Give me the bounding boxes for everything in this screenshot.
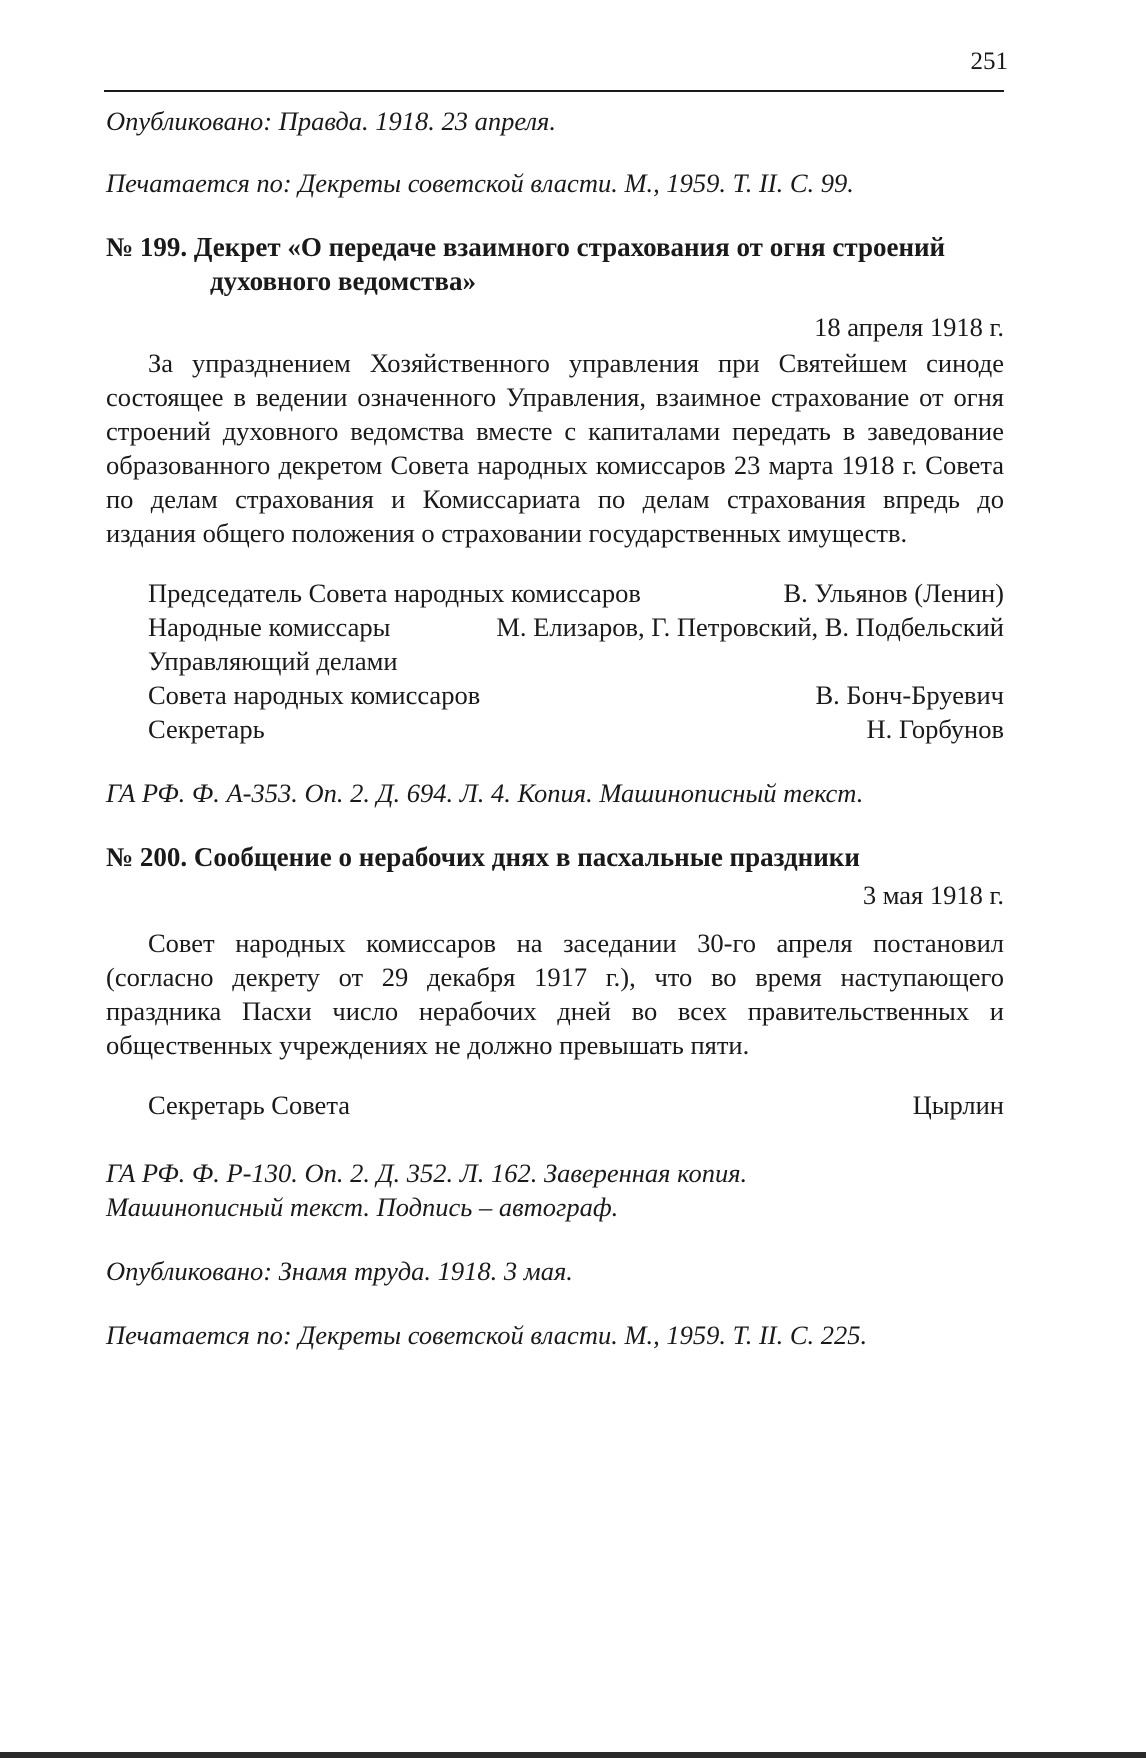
doc-199-body: За упразднением Хозяйственного управления при Святейшем синоде состоящее в ведении означенного Управления, взаимное страхование от огня строений духовного ведомства вместе с капиталами передать в заведование образованного декретом Совета народных комиссаров 23 марта 1918 г. Совета по делам страхования и Комиссариата по делам страхования впредь до издания общего положения о страховании государственных имуществ. xyxy=(106,348,1004,548)
signature-role: Совета народных комиссаров xyxy=(148,680,481,710)
signature-name: В. Бонч-Бруевич xyxy=(815,680,1004,710)
signature-row xyxy=(148,678,1004,712)
doc-199-heading: № 199. Декрет «О передаче взаимного страхования от огня строений духовного ведомства» xyxy=(106,232,946,296)
signature-role: Председатель Совета народных комиссаров xyxy=(148,578,641,608)
doc-200-date: 3 мая 1918 г. xyxy=(862,880,1004,910)
doc-199-archive: ГА РФ. Ф. А-353. Оп. 2. Д. 694. Л. 4. Копия. Машинописный текст. xyxy=(106,778,864,808)
signature-row xyxy=(148,1088,1004,1122)
doc-199-signatures xyxy=(106,576,1004,746)
signature-row xyxy=(148,644,1004,678)
page-number: 251 xyxy=(970,48,1008,75)
doc-200-heading: № 200. Сообщение о нерабочих днях в пасхальные праздники xyxy=(106,842,860,872)
signature-row xyxy=(148,576,1004,610)
doc-200-signatures xyxy=(106,1088,1004,1122)
page-content xyxy=(106,104,1004,1352)
signature-name: В. Ульянов (Ленин) xyxy=(783,578,1004,608)
doc-200-body: Совет народных комиссаров на заседании 30-го апреля постановил (согласно декрету от 29 декабря 1917 г.), что во время наступающего праздника Пасхи число нерабочих дней во всех правительственных и общественных учреждениях не должно превышать пяти. xyxy=(106,928,1004,1060)
signature-row xyxy=(148,610,1004,644)
signature-row xyxy=(148,712,1004,746)
signature-name: М. Елизаров, Г. Петровский, В. Подбельский xyxy=(496,612,1004,642)
doc-200-printed-source: Печатается по: Декреты советской власти. М., 1959. Т. II. С. 225. xyxy=(106,1320,868,1350)
signature-role: Народные комиссары xyxy=(148,612,391,642)
doc-200-published-source: Опубликовано: Знамя труда. 1918. 3 мая. xyxy=(106,1256,573,1286)
scan-edge-bar xyxy=(0,1752,1146,1758)
printed-source: Печатается по: Декреты советской власти. М., 1959. Т. II. С. 99. xyxy=(106,168,854,198)
signature-role: Секретарь xyxy=(148,714,265,744)
published-source: Опубликовано: Правда. 1918. 23 апреля. xyxy=(106,106,556,136)
signature-name: Цырлин xyxy=(912,1090,1004,1120)
doc-200-archive-line2: Машинописный текст. Подпись – автограф. xyxy=(106,1192,619,1222)
doc-199-date: 18 апреля 1918 г. xyxy=(814,312,1004,342)
doc-200-archive-line1: ГА РФ. Ф. Р-130. Оп. 2. Д. 352. Л. 162. Заверенная копия. xyxy=(106,1158,748,1188)
signature-role: Управляющий делами xyxy=(148,646,398,676)
signature-role: Секретарь Совета xyxy=(148,1090,350,1120)
signature-name: Н. Горбунов xyxy=(866,714,1004,744)
header-rule xyxy=(104,90,1004,92)
